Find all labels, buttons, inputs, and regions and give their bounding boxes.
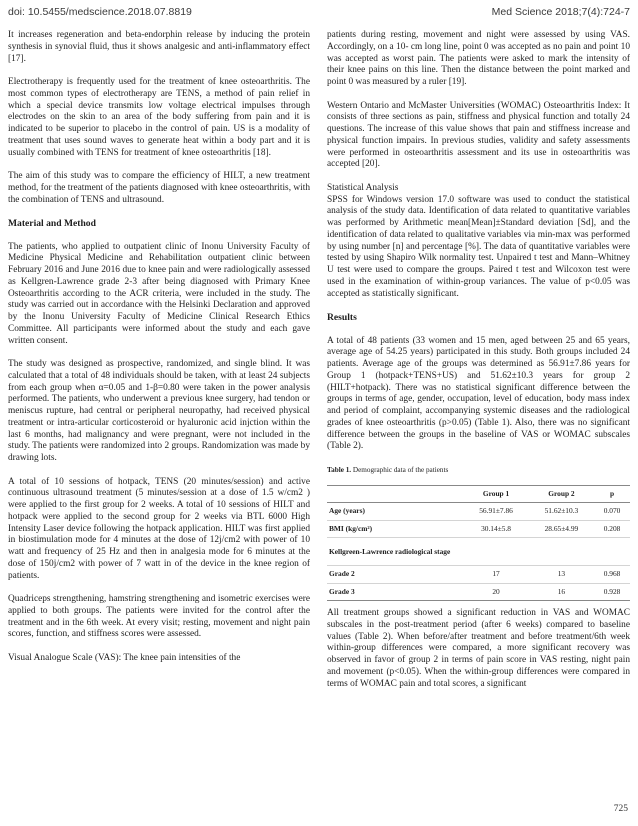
- table-cell: Age (years): [327, 503, 463, 521]
- table-row: [327, 520, 630, 538]
- table-row: [327, 583, 630, 601]
- table-cell: 17: [463, 566, 528, 584]
- journal-citation: Med Science 2018;7(4):724-7: [491, 6, 630, 18]
- left-column: [8, 30, 310, 676]
- table-row: [327, 566, 630, 584]
- table-cell: BMI (kg/cm²): [327, 520, 463, 538]
- table-cell: Grade 3: [327, 583, 463, 601]
- paragraph: Electrotherapy is frequently used for the treatment of knee osteoarthritis. The most common types of electrotherapy are TENS, a method of pain relief in which a special device transmits low voltage electrical impulses through electrodes on the skin to an area of the body suffering from pain and it is indicated to be superior to placebo in the control of pain. US is a modality of treatment that uses sound waves to generate heat within a body part and it is usually combined with TENS for treatment of knee osteoarthritis [18].: [8, 77, 310, 158]
- paragraph: It increases regeneration and beta-endorphin release by inducing the protein synthesis in synovial fluid, thus it shows analgesic and anti-inflammatory effect [17].: [8, 30, 310, 64]
- table-cell: [529, 538, 594, 566]
- table-row: [327, 538, 630, 566]
- table-header-cell: [327, 485, 463, 503]
- table-caption-label: Table 1.: [327, 465, 352, 474]
- table-cell: 51.62±10.3: [529, 503, 594, 521]
- table-cell: [594, 538, 630, 566]
- subsection-heading-statistics: Statistical Analysis: [327, 182, 399, 193]
- table-header-cell: Group 1: [463, 485, 528, 503]
- table-caption: [327, 465, 630, 477]
- table-cell: Kellgreen-Lawrence radiological stage: [327, 538, 463, 566]
- table-header-cell: p: [594, 485, 630, 503]
- table-cell: 0.070: [594, 503, 630, 521]
- table-caption-text: Demographic data of the patients: [351, 465, 449, 474]
- table-cell: 0.928: [594, 583, 630, 601]
- table-cell: 28.65±4.99: [529, 520, 594, 538]
- paragraph: The patients, who applied to outpatient clinic of Inonu University Faculty of Medicine Physical Medicine and Rehabilitation outpatient clinic between February 2016 and June 2016 due to knee pain and were radiologically assessed as Kellgren-Lawrence grade 2-3 after being diagnosed with Primary Knee Osteoarthritis according to the ACR criteria, were included in the study. The study was carried out in accordance with the Helsinki Declaration and approved by the Inonu University Faculty of Medicine Clinical Research Ethics Committee. All participants were informed about the study and each gave written consent.: [8, 241, 310, 346]
- table-cell: 20: [463, 583, 528, 601]
- paragraph: Visual Analogue Scale (VAS): The knee pain intensities of the: [8, 652, 241, 663]
- table-cell: 13: [529, 566, 594, 584]
- table-cell: [463, 538, 528, 566]
- running-header: [8, 6, 630, 20]
- paragraph: Western Ontario and McMaster Universities (WOMAC) Osteoarthritis Index: It consists of three sections as pain, stiffness and physical function and totally 24 questions. The increase of this value shows that pain and stiffness increase and physical function impairs. In previous studies, validity and safety assessments were performed in osteoarthritis assessment and its use in osteoarthritis was accepted [20].: [327, 100, 630, 170]
- doi-text: doi: 10.5455/medscience.2018.07.8819: [8, 6, 192, 18]
- paragraph: The study was designed as prospective, randomized, and single blind. It was calculated that a total of 48 individuals should be taken, with at least 24 subjects from each group when α=0.05 and 1-β=0.80 were taken in the power analysis performed. The patients, who underwent a previous knee surgery, had tendon or meniscus rupture, had central or peripheral neuropathy, had received physical treatment or intra-articular corticosteroid or hyaluronic acid injction within the last 6 months, had malignancy and were pregnant, were not included in the study. The patients were randomized into 2 groups. Randomization was made by drawing lots.: [8, 359, 310, 463]
- demographic-table: [327, 485, 630, 602]
- section-heading-results: Results: [327, 312, 357, 323]
- table-cell: 16: [529, 583, 594, 601]
- paragraph: Quadriceps strengthening, hamstring strengthening and isometric exercises were applied to both groups. The patients were invited for the control after the treatment and in the 6th week. At every visit; resting, movement and night pain scores, function, and stiffness scores were assessed.: [8, 594, 310, 640]
- table-cell: Grade 2: [327, 566, 463, 584]
- paragraph: A total of 48 patients (33 women and 15 men, aged between 25 and 65 years, average age of 54.25 years) participated in this study. Both groups included 24 patients. Average age of the groups was determined as 56.91±7.86 years for Group 1 (hotpack+TENS+US) and 51.62±10.3 years for group 2 (HILT+hotpack). There was no statistical significant difference between the groups in terms of age, gender, occupation, level of education, body mass index and period of complaint, accompanying systemic diseases and the radiological grades of knee osteoarthritis (p>0.05) (Table 1). Also, there was no significant difference between the groups in the baseline of VAS or WOMAC subscales (Table 2).: [327, 335, 630, 452]
- table-cell: 56.91±7.86: [463, 503, 528, 521]
- section-heading-methods: Material and Method: [8, 218, 96, 229]
- right-column: [327, 30, 630, 702]
- table-header-cell: Group 2: [529, 485, 594, 503]
- table-cell: 30.14±5.8: [463, 520, 528, 538]
- paragraph: SPSS for Windows version 17.0 software was used to conduct the statistical analysis of the study data. Identification of data related to quantitative variables was performed by Arithmetic mean[Mean]±Standard deviation [Sd], and the identification of data related to qualitative variables via min-max was performed by using number [n] and percentage [%]. The data of quantitative variables were tested by using Shapiro Wilk normality test. Unpaired t test and Mann–Whitney U test were used to compare the groups. Paired t test and Wilcoxon test were used in the examination of within-group variances. The value of p<0.05 was accepted as statistically significant.: [327, 194, 630, 299]
- paragraph: All treatment groups showed a significant reduction in VAS and WOMAC subscales in the post-treatment period (after 6 weeks) compared to baseline values (Table 2). When before/after treatment and before treatment/6th week within-group differences were compared, a more significant recovery was observed in favor of group 2 in terms of pain score in VAS resting, night pain and movement (p<0.05). When the within-group differences were compared in terms of WOMAC pain and total scores, a significant: [327, 608, 630, 689]
- page-number: 725: [613, 804, 628, 814]
- paragraph: A total of 10 sessions of hotpack, TENS (20 minutes/session) and active continuous ultrasound treatment (5 minutes/session at a dose of 1.5 w/cm2 ) were applied to the first group for 2 weeks. A total of 10 sessions of HILT and hotpack were applied to the second group for 2 weeks via BTL 6000 High Intensity Laser device following the hotpack application. HILT was first applied in biostimulation mode for 4 minutes at the dose of 12j/cm2 with power of 10 watt and frequency of 25 Hz and then in analgesia mode for 6 minutes at the dose of 150j/cm2 with power of 7 watt in of the device in the knee region of patients.: [8, 476, 310, 581]
- table-header-row: [327, 485, 630, 503]
- table-row: [327, 503, 630, 521]
- paragraph: The aim of this study was to compare the efficiency of HILT, a new treatment method, for the treatment of the patients diagnosed with knee osteoarthritis, with the combination of TENS and ultrasound.: [8, 171, 310, 205]
- table-cell: 0.208: [594, 520, 630, 538]
- paragraph: patients during resting, movement and night were assessed by using VAS. Accordingly, on a 10- cm long line, point 0 was accepted as no pain and point 10 was accepted as worst pain. The patients were asked to mark the intensity of their knee pains on this line. Then the distance between the point marked and point 0 was measured by a ruler [19].: [327, 30, 630, 87]
- table-cell: 0.968: [594, 566, 630, 584]
